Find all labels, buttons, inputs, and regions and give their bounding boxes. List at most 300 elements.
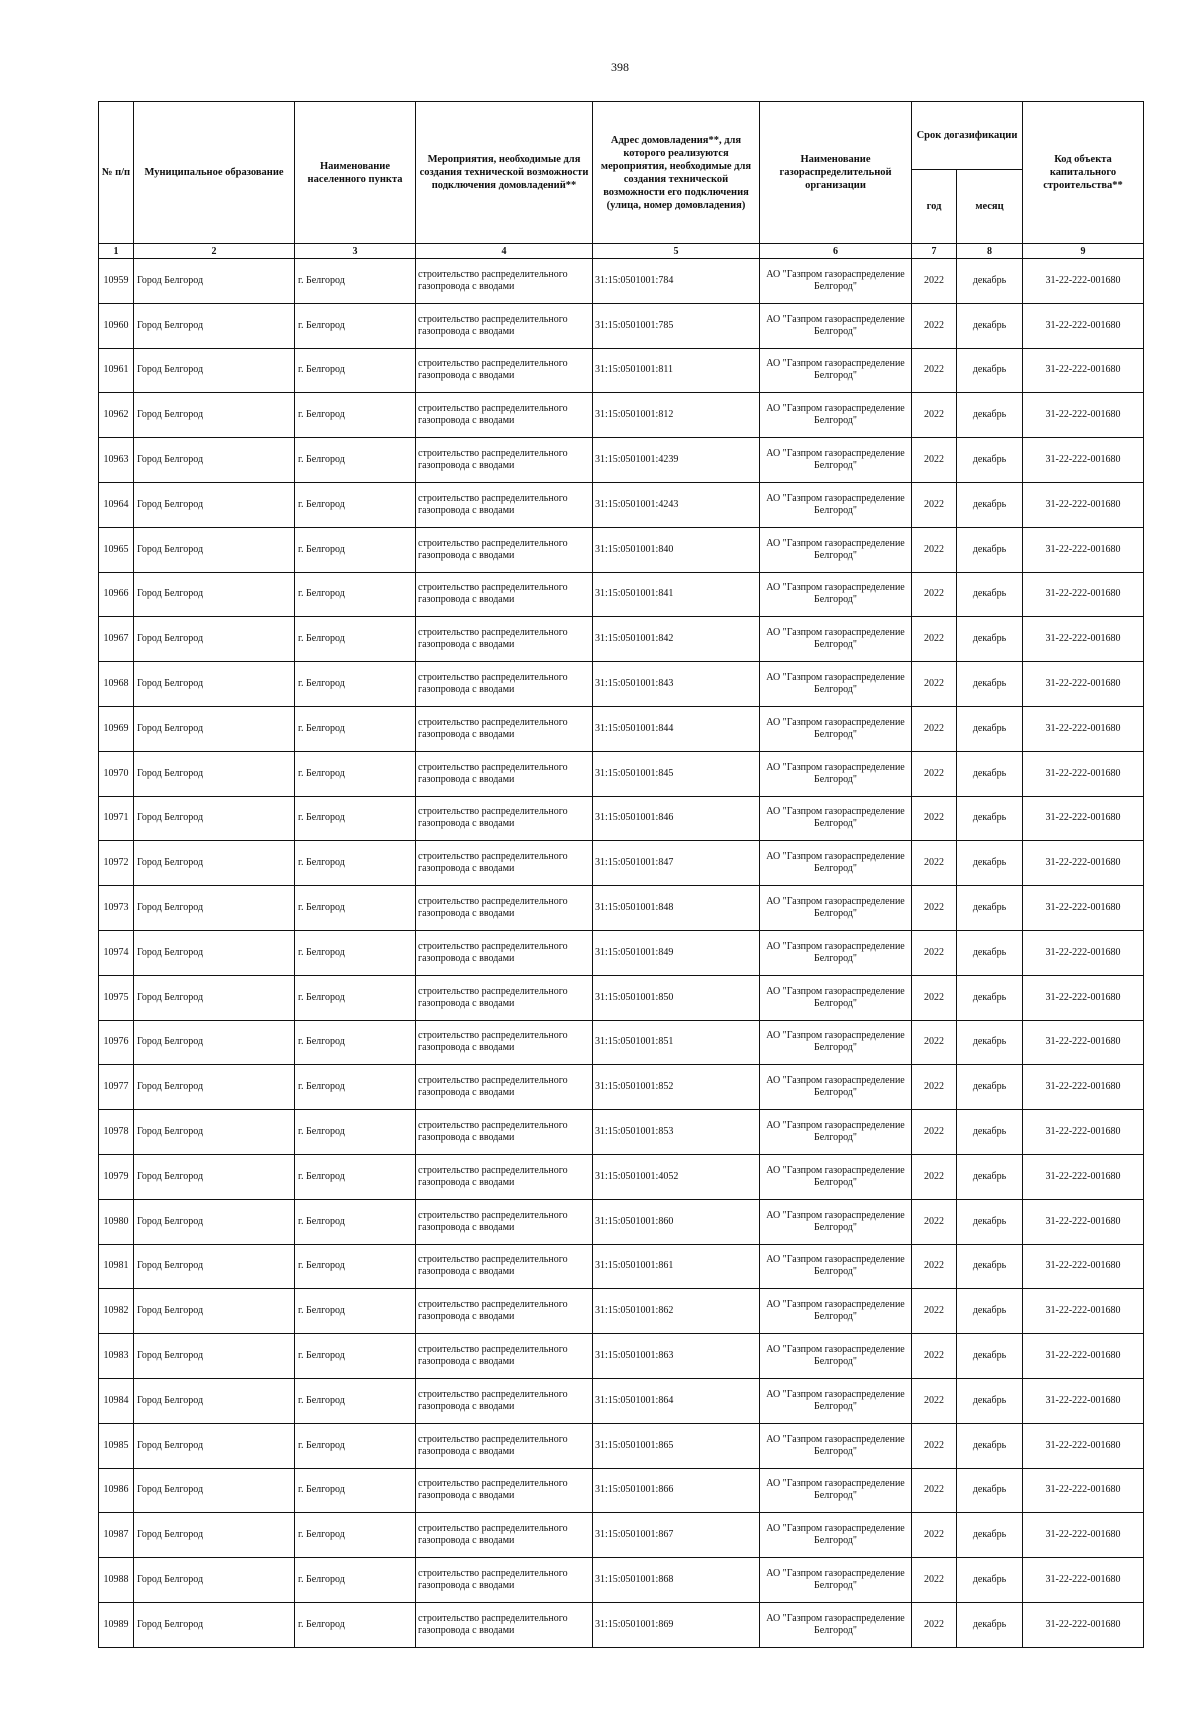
object-code-cell: 31-22-222-001680	[1023, 1110, 1144, 1155]
settlement-cell: г. Белгород	[295, 796, 416, 841]
table-row	[99, 438, 1144, 483]
address-cell: 31:15:0501001:866	[593, 1468, 760, 1513]
table-row	[99, 841, 1144, 886]
activity-cell: строительство распределительного газопровода с вводами	[416, 303, 593, 348]
table-body	[99, 259, 1144, 1648]
table-row	[99, 751, 1144, 796]
municipality-cell: Город Белгород	[134, 886, 295, 931]
row-number-cell: 10986	[99, 1468, 134, 1513]
activity-cell: строительство распределительного газопровода с вводами	[416, 1513, 593, 1558]
organization-cell: АО "Газпром газораспределение Белгород"	[760, 1378, 912, 1423]
month-cell: декабрь	[957, 348, 1023, 393]
table-row	[99, 617, 1144, 662]
object-code-cell: 31-22-222-001680	[1023, 303, 1144, 348]
settlement-cell: г. Белгород	[295, 259, 416, 304]
month-cell: декабрь	[957, 259, 1023, 304]
year-cell: 2022	[912, 1468, 957, 1513]
header-deadline: Срок догазификации	[912, 102, 1023, 170]
address-cell: 31:15:0501001:852	[593, 1065, 760, 1110]
column-index-cell: 1	[99, 244, 134, 259]
activity-cell: строительство распределительного газопровода с вводами	[416, 572, 593, 617]
row-number-cell: 10984	[99, 1378, 134, 1423]
year-cell: 2022	[912, 706, 957, 751]
object-code-cell: 31-22-222-001680	[1023, 1154, 1144, 1199]
object-code-cell: 31-22-222-001680	[1023, 438, 1144, 483]
municipality-cell: Город Белгород	[134, 1468, 295, 1513]
address-cell: 31:15:0501001:853	[593, 1110, 760, 1155]
settlement-cell: г. Белгород	[295, 930, 416, 975]
organization-cell: АО "Газпром газораспределение Белгород"	[760, 1468, 912, 1513]
year-cell: 2022	[912, 1244, 957, 1289]
year-cell: 2022	[912, 1334, 957, 1379]
organization-cell: АО "Газпром газораспределение Белгород"	[760, 617, 912, 662]
table-row	[99, 796, 1144, 841]
month-cell: декабрь	[957, 1244, 1023, 1289]
row-number-cell: 10966	[99, 572, 134, 617]
municipality-cell: Город Белгород	[134, 1513, 295, 1558]
table-row	[99, 930, 1144, 975]
municipality-cell: Город Белгород	[134, 617, 295, 662]
organization-cell: АО "Газпром газораспределение Белгород"	[760, 482, 912, 527]
address-cell: 31:15:0501001:850	[593, 975, 760, 1020]
table-row	[99, 1602, 1144, 1647]
column-index-cell: 4	[416, 244, 593, 259]
activity-cell: строительство распределительного газопровода с вводами	[416, 662, 593, 707]
address-cell: 31:15:0501001:851	[593, 1020, 760, 1065]
municipality-cell: Город Белгород	[134, 527, 295, 572]
row-number-cell: 10968	[99, 662, 134, 707]
row-number-cell: 10971	[99, 796, 134, 841]
organization-cell: АО "Газпром газораспределение Белгород"	[760, 930, 912, 975]
object-code-cell: 31-22-222-001680	[1023, 259, 1144, 304]
row-number-cell: 10960	[99, 303, 134, 348]
month-cell: декабрь	[957, 482, 1023, 527]
object-code-cell: 31-22-222-001680	[1023, 1289, 1144, 1334]
organization-cell: АО "Газпром газораспределение Белгород"	[760, 348, 912, 393]
object-code-cell: 31-22-222-001680	[1023, 393, 1144, 438]
table-row	[99, 706, 1144, 751]
header-address: Адрес домовладения**, для которого реализуются мероприятия, необходимые для создания технической возможности его подключения (улица, номер домовладения)	[593, 102, 760, 244]
municipality-cell: Город Белгород	[134, 1110, 295, 1155]
month-cell: декабрь	[957, 303, 1023, 348]
year-cell: 2022	[912, 1513, 957, 1558]
row-number-cell: 10988	[99, 1558, 134, 1603]
gasification-table	[98, 101, 1144, 1648]
settlement-cell: г. Белгород	[295, 438, 416, 483]
table-row	[99, 1199, 1144, 1244]
table-row	[99, 1558, 1144, 1603]
organization-cell: АО "Газпром газораспределение Белгород"	[760, 527, 912, 572]
address-cell: 31:15:0501001:865	[593, 1423, 760, 1468]
municipality-cell: Город Белгород	[134, 1334, 295, 1379]
month-cell: декабрь	[957, 617, 1023, 662]
settlement-cell: г. Белгород	[295, 393, 416, 438]
object-code-cell: 31-22-222-001680	[1023, 1513, 1144, 1558]
municipality-cell: Город Белгород	[134, 930, 295, 975]
organization-cell: АО "Газпром газораспределение Белгород"	[760, 1334, 912, 1379]
page-number: 398	[611, 60, 629, 74]
municipality-cell: Город Белгород	[134, 1558, 295, 1603]
row-number-cell: 10969	[99, 706, 134, 751]
year-cell: 2022	[912, 930, 957, 975]
month-cell: декабрь	[957, 1423, 1023, 1468]
settlement-cell: г. Белгород	[295, 482, 416, 527]
column-index-cell: 2	[134, 244, 295, 259]
address-cell: 31:15:0501001:847	[593, 841, 760, 886]
row-number-cell: 10980	[99, 1199, 134, 1244]
column-index-cell: 9	[1023, 244, 1144, 259]
year-cell: 2022	[912, 1289, 957, 1334]
settlement-cell: г. Белгород	[295, 1154, 416, 1199]
settlement-cell: г. Белгород	[295, 1110, 416, 1155]
column-index-cell: 5	[593, 244, 760, 259]
row-number-cell: 10985	[99, 1423, 134, 1468]
address-cell: 31:15:0501001:863	[593, 1334, 760, 1379]
row-number-cell: 10981	[99, 1244, 134, 1289]
address-cell: 31:15:0501001:840	[593, 527, 760, 572]
activity-cell: строительство распределительного газопровода с вводами	[416, 975, 593, 1020]
table-row	[99, 1468, 1144, 1513]
row-number-cell: 10977	[99, 1065, 134, 1110]
activity-cell: строительство распределительного газопровода с вводами	[416, 1065, 593, 1110]
municipality-cell: Город Белгород	[134, 1065, 295, 1110]
month-cell: декабрь	[957, 1065, 1023, 1110]
month-cell: декабрь	[957, 1154, 1023, 1199]
organization-cell: АО "Газпром газораспределение Белгород"	[760, 1513, 912, 1558]
month-cell: декабрь	[957, 1558, 1023, 1603]
activity-cell: строительство распределительного газопровода с вводами	[416, 438, 593, 483]
month-cell: декабрь	[957, 841, 1023, 886]
column-index-cell: 7	[912, 244, 957, 259]
organization-cell: АО "Газпром газораспределение Белгород"	[760, 1065, 912, 1110]
year-cell: 2022	[912, 1558, 957, 1603]
activity-cell: строительство распределительного газопровода с вводами	[416, 259, 593, 304]
settlement-cell: г. Белгород	[295, 1378, 416, 1423]
row-number-cell: 10979	[99, 1154, 134, 1199]
municipality-cell: Город Белгород	[134, 1289, 295, 1334]
object-code-cell: 31-22-222-001680	[1023, 706, 1144, 751]
municipality-cell: Город Белгород	[134, 662, 295, 707]
object-code-cell: 31-22-222-001680	[1023, 1423, 1144, 1468]
organization-cell: АО "Газпром газораспределение Белгород"	[760, 706, 912, 751]
year-cell: 2022	[912, 1423, 957, 1468]
address-cell: 31:15:0501001:849	[593, 930, 760, 975]
object-code-cell: 31-22-222-001680	[1023, 617, 1144, 662]
column-index-cell: 8	[957, 244, 1023, 259]
month-cell: декабрь	[957, 1378, 1023, 1423]
year-cell: 2022	[912, 1199, 957, 1244]
settlement-cell: г. Белгород	[295, 1020, 416, 1065]
header-year: год	[912, 170, 957, 244]
row-number-cell: 10973	[99, 886, 134, 931]
activity-cell: строительство распределительного газопровода с вводами	[416, 1558, 593, 1603]
settlement-cell: г. Белгород	[295, 975, 416, 1020]
header-municipality: Муниципальное образование	[134, 102, 295, 244]
month-cell: декабрь	[957, 1468, 1023, 1513]
table-row	[99, 1244, 1144, 1289]
year-cell: 2022	[912, 1378, 957, 1423]
address-cell: 31:15:0501001:844	[593, 706, 760, 751]
year-cell: 2022	[912, 527, 957, 572]
activity-cell: строительство распределительного газопровода с вводами	[416, 886, 593, 931]
month-cell: декабрь	[957, 751, 1023, 796]
settlement-cell: г. Белгород	[295, 1334, 416, 1379]
municipality-cell: Город Белгород	[134, 259, 295, 304]
row-number-cell: 10987	[99, 1513, 134, 1558]
row-number-cell: 10982	[99, 1289, 134, 1334]
year-cell: 2022	[912, 751, 957, 796]
activity-cell: строительство распределительного газопровода с вводами	[416, 1423, 593, 1468]
activity-cell: строительство распределительного газопровода с вводами	[416, 482, 593, 527]
object-code-cell: 31-22-222-001680	[1023, 1468, 1144, 1513]
address-cell: 31:15:0501001:868	[593, 1558, 760, 1603]
municipality-cell: Город Белгород	[134, 393, 295, 438]
address-cell: 31:15:0501001:4243	[593, 482, 760, 527]
organization-cell: АО "Газпром газораспределение Белгород"	[760, 1423, 912, 1468]
year-cell: 2022	[912, 1110, 957, 1155]
organization-cell: АО "Газпром газораспределение Белгород"	[760, 1244, 912, 1289]
activity-cell: строительство распределительного газопровода с вводами	[416, 1110, 593, 1155]
table-row	[99, 975, 1144, 1020]
table-row	[99, 527, 1144, 572]
settlement-cell: г. Белгород	[295, 1065, 416, 1110]
month-cell: декабрь	[957, 1602, 1023, 1647]
organization-cell: АО "Газпром газораспределение Белгород"	[760, 796, 912, 841]
year-cell: 2022	[912, 1602, 957, 1647]
settlement-cell: г. Белгород	[295, 1423, 416, 1468]
settlement-cell: г. Белгород	[295, 527, 416, 572]
activity-cell: строительство распределительного газопровода с вводами	[416, 1020, 593, 1065]
settlement-cell: г. Белгород	[295, 348, 416, 393]
activity-cell: строительство распределительного газопровода с вводами	[416, 1602, 593, 1647]
activity-cell: строительство распределительного газопровода с вводами	[416, 841, 593, 886]
row-number-cell: 10983	[99, 1334, 134, 1379]
settlement-cell: г. Белгород	[295, 1558, 416, 1603]
month-cell: декабрь	[957, 1513, 1023, 1558]
object-code-cell: 31-22-222-001680	[1023, 662, 1144, 707]
row-number-cell: 10970	[99, 751, 134, 796]
year-cell: 2022	[912, 617, 957, 662]
organization-cell: АО "Газпром газораспределение Белгород"	[760, 1110, 912, 1155]
table-row	[99, 1334, 1144, 1379]
settlement-cell: г. Белгород	[295, 886, 416, 931]
activity-cell: строительство распределительного газопровода с вводами	[416, 1289, 593, 1334]
municipality-cell: Город Белгород	[134, 706, 295, 751]
table-row	[99, 1289, 1144, 1334]
activity-cell: строительство распределительного газопровода с вводами	[416, 527, 593, 572]
year-cell: 2022	[912, 796, 957, 841]
activity-cell: строительство распределительного газопровода с вводами	[416, 1154, 593, 1199]
month-cell: декабрь	[957, 886, 1023, 931]
address-cell: 31:15:0501001:860	[593, 1199, 760, 1244]
row-number-cell: 10967	[99, 617, 134, 662]
address-cell: 31:15:0501001:869	[593, 1602, 760, 1647]
month-cell: декабрь	[957, 1110, 1023, 1155]
row-number-cell: 10974	[99, 930, 134, 975]
object-code-cell: 31-22-222-001680	[1023, 930, 1144, 975]
municipality-cell: Город Белгород	[134, 1199, 295, 1244]
address-cell: 31:15:0501001:812	[593, 393, 760, 438]
settlement-cell: г. Белгород	[295, 751, 416, 796]
municipality-cell: Город Белгород	[134, 348, 295, 393]
settlement-cell: г. Белгород	[295, 572, 416, 617]
address-cell: 31:15:0501001:864	[593, 1378, 760, 1423]
table-row	[99, 1154, 1144, 1199]
object-code-cell: 31-22-222-001680	[1023, 482, 1144, 527]
organization-cell: АО "Газпром газораспределение Белгород"	[760, 1020, 912, 1065]
object-code-cell: 31-22-222-001680	[1023, 527, 1144, 572]
organization-cell: АО "Газпром газораспределение Белгород"	[760, 1558, 912, 1603]
municipality-cell: Город Белгород	[134, 482, 295, 527]
row-number-cell: 10989	[99, 1602, 134, 1647]
table-row	[99, 259, 1144, 304]
row-number-cell: 10964	[99, 482, 134, 527]
year-cell: 2022	[912, 975, 957, 1020]
address-cell: 31:15:0501001:861	[593, 1244, 760, 1289]
object-code-cell: 31-22-222-001680	[1023, 572, 1144, 617]
row-number-cell: 10976	[99, 1020, 134, 1065]
month-cell: декабрь	[957, 1020, 1023, 1065]
row-number-cell: 10963	[99, 438, 134, 483]
address-cell: 31:15:0501001:842	[593, 617, 760, 662]
municipality-cell: Город Белгород	[134, 1423, 295, 1468]
address-cell: 31:15:0501001:784	[593, 259, 760, 304]
organization-cell: АО "Газпром газораспределение Белгород"	[760, 1602, 912, 1647]
header-month: месяц	[957, 170, 1023, 244]
column-index-cell: 6	[760, 244, 912, 259]
activity-cell: строительство распределительного газопровода с вводами	[416, 393, 593, 438]
column-index-row	[99, 244, 1144, 259]
organization-cell: АО "Газпром газораспределение Белгород"	[760, 393, 912, 438]
municipality-cell: Город Белгород	[134, 796, 295, 841]
address-cell: 31:15:0501001:867	[593, 1513, 760, 1558]
municipality-cell: Город Белгород	[134, 751, 295, 796]
organization-cell: АО "Газпром газораспределение Белгород"	[760, 975, 912, 1020]
header-activities: Мероприятия, необходимые для создания технической возможности подключения домовладений**	[416, 102, 593, 244]
settlement-cell: г. Белгород	[295, 1513, 416, 1558]
activity-cell: строительство распределительного газопровода с вводами	[416, 751, 593, 796]
month-cell: декабрь	[957, 1199, 1023, 1244]
address-cell: 31:15:0501001:4052	[593, 1154, 760, 1199]
year-cell: 2022	[912, 886, 957, 931]
settlement-cell: г. Белгород	[295, 706, 416, 751]
month-cell: декабрь	[957, 662, 1023, 707]
activity-cell: строительство распределительного газопровода с вводами	[416, 1244, 593, 1289]
object-code-cell: 31-22-222-001680	[1023, 348, 1144, 393]
table-row	[99, 1423, 1144, 1468]
address-cell: 31:15:0501001:862	[593, 1289, 760, 1334]
address-cell: 31:15:0501001:4239	[593, 438, 760, 483]
table-row	[99, 303, 1144, 348]
year-cell: 2022	[912, 303, 957, 348]
year-cell: 2022	[912, 1065, 957, 1110]
table-row	[99, 572, 1144, 617]
municipality-cell: Город Белгород	[134, 1378, 295, 1423]
table-header	[99, 102, 1144, 259]
header-num: № п/п	[99, 102, 134, 244]
year-cell: 2022	[912, 482, 957, 527]
organization-cell: АО "Газпром газораспределение Белгород"	[760, 1154, 912, 1199]
settlement-cell: г. Белгород	[295, 617, 416, 662]
table-row	[99, 1065, 1144, 1110]
year-cell: 2022	[912, 438, 957, 483]
month-cell: декабрь	[957, 796, 1023, 841]
year-cell: 2022	[912, 393, 957, 438]
municipality-cell: Город Белгород	[134, 1020, 295, 1065]
month-cell: декабрь	[957, 975, 1023, 1020]
month-cell: декабрь	[957, 572, 1023, 617]
settlement-cell: г. Белгород	[295, 1199, 416, 1244]
activity-cell: строительство распределительного газопровода с вводами	[416, 617, 593, 662]
table-row	[99, 1513, 1144, 1558]
organization-cell: АО "Газпром газораспределение Белгород"	[760, 751, 912, 796]
row-number-cell: 10962	[99, 393, 134, 438]
month-cell: декабрь	[957, 1334, 1023, 1379]
row-number-cell: 10975	[99, 975, 134, 1020]
object-code-cell: 31-22-222-001680	[1023, 1065, 1144, 1110]
object-code-cell: 31-22-222-001680	[1023, 1334, 1144, 1379]
organization-cell: АО "Газпром газораспределение Белгород"	[760, 1289, 912, 1334]
settlement-cell: г. Белгород	[295, 1468, 416, 1513]
municipality-cell: Город Белгород	[134, 1244, 295, 1289]
table-row	[99, 393, 1144, 438]
object-code-cell: 31-22-222-001680	[1023, 975, 1144, 1020]
municipality-cell: Город Белгород	[134, 1154, 295, 1199]
settlement-cell: г. Белгород	[295, 1289, 416, 1334]
object-code-cell: 31-22-222-001680	[1023, 751, 1144, 796]
address-cell: 31:15:0501001:848	[593, 886, 760, 931]
object-code-cell: 31-22-222-001680	[1023, 1558, 1144, 1603]
address-cell: 31:15:0501001:846	[593, 796, 760, 841]
municipality-cell: Город Белгород	[134, 572, 295, 617]
address-cell: 31:15:0501001:841	[593, 572, 760, 617]
object-code-cell: 31-22-222-001680	[1023, 1244, 1144, 1289]
table-row	[99, 482, 1144, 527]
month-cell: декабрь	[957, 527, 1023, 572]
row-number-cell: 10959	[99, 259, 134, 304]
month-cell: декабрь	[957, 930, 1023, 975]
organization-cell: АО "Газпром газораспределение Белгород"	[760, 572, 912, 617]
settlement-cell: г. Белгород	[295, 662, 416, 707]
address-cell: 31:15:0501001:785	[593, 303, 760, 348]
year-cell: 2022	[912, 662, 957, 707]
row-number-cell: 10965	[99, 527, 134, 572]
municipality-cell: Город Белгород	[134, 841, 295, 886]
municipality-cell: Город Белгород	[134, 1602, 295, 1647]
organization-cell: АО "Газпром газораспределение Белгород"	[760, 1199, 912, 1244]
month-cell: декабрь	[957, 393, 1023, 438]
municipality-cell: Город Белгород	[134, 975, 295, 1020]
settlement-cell: г. Белгород	[295, 841, 416, 886]
activity-cell: строительство распределительного газопровода с вводами	[416, 1378, 593, 1423]
activity-cell: строительство распределительного газопровода с вводами	[416, 706, 593, 751]
activity-cell: строительство распределительного газопровода с вводами	[416, 796, 593, 841]
month-cell: декабрь	[957, 706, 1023, 751]
organization-cell: АО "Газпром газораспределение Белгород"	[760, 662, 912, 707]
settlement-cell: г. Белгород	[295, 1602, 416, 1647]
row-number-cell: 10961	[99, 348, 134, 393]
month-cell: декабрь	[957, 1289, 1023, 1334]
year-cell: 2022	[912, 841, 957, 886]
table-row	[99, 1020, 1144, 1065]
object-code-cell: 31-22-222-001680	[1023, 796, 1144, 841]
activity-cell: строительство распределительного газопровода с вводами	[416, 1334, 593, 1379]
header-code: Код объекта капитального строительства**	[1023, 102, 1144, 244]
row-number-cell: 10978	[99, 1110, 134, 1155]
address-cell: 31:15:0501001:843	[593, 662, 760, 707]
table-row	[99, 348, 1144, 393]
object-code-cell: 31-22-222-001680	[1023, 841, 1144, 886]
